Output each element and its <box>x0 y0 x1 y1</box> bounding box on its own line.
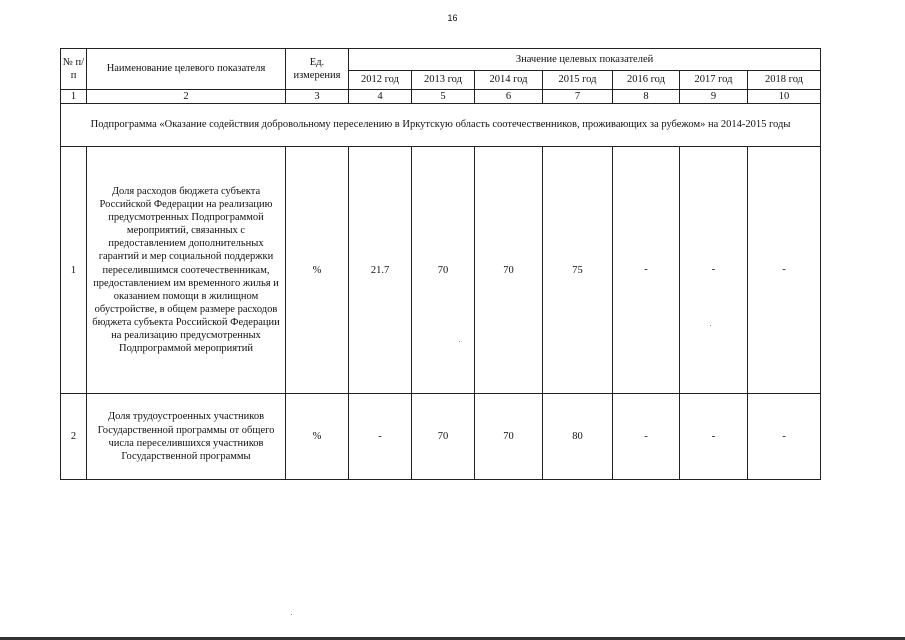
subprogram-title: Подпрограмма «Оказание содействия добровольному переселению в Иркутскую область соотечественников, проживающих за рубежом» на 2014-2015 годы <box>61 104 821 147</box>
scan-speck <box>291 614 292 615</box>
column-number: 9 <box>680 90 748 104</box>
header-year: 2018 год <box>748 71 821 90</box>
row-value: - <box>680 147 748 394</box>
row-unit: % <box>286 147 349 394</box>
column-number: 5 <box>412 90 475 104</box>
row-value: - <box>680 394 748 480</box>
header-year: 2017 год <box>680 71 748 90</box>
row-value: - <box>349 394 412 480</box>
column-number: 8 <box>613 90 680 104</box>
row-value: 70 <box>475 394 543 480</box>
row-num: 1 <box>61 147 87 394</box>
header-year: 2016 год <box>613 71 680 90</box>
subprogram-row <box>61 104 821 147</box>
scan-speck <box>710 325 711 326</box>
row-unit: % <box>286 394 349 480</box>
table-row <box>61 394 821 480</box>
indicators-table <box>60 48 821 480</box>
row-indicator-name: Доля трудоустроенных участников Государственной программы от общего числа переселившихся участников Государственной программы <box>87 394 286 480</box>
header-year: 2015 год <box>543 71 613 90</box>
row-value: 21.7 <box>349 147 412 394</box>
header-num: № п/п <box>61 49 87 90</box>
column-number: 10 <box>748 90 821 104</box>
table-row <box>61 147 821 394</box>
row-value: - <box>748 394 821 480</box>
row-value: - <box>748 147 821 394</box>
column-number: 4 <box>349 90 412 104</box>
column-number: 1 <box>61 90 87 104</box>
header-row-top <box>61 49 821 71</box>
column-number-row <box>61 90 821 104</box>
page-number: 16 <box>447 13 458 23</box>
row-value: 80 <box>543 394 613 480</box>
row-value: 70 <box>475 147 543 394</box>
row-indicator-name: Доля расходов бюджета субъекта Российской Федерации на реализацию предусмотренных Подпрограммой мероприятий, связанных с предоставлением дополнительных гарантий и мер социальной поддержки переселившимся соотечественникам, предоставлением им временного жилья и оказанием помощи в жилищном обустройстве, в общем размере расходов бюджета субъекта Российской Федерации на реализацию предусмотренных Подпрограммой мероприятий <box>87 147 286 394</box>
column-number: 6 <box>475 90 543 104</box>
row-value: - <box>613 147 680 394</box>
row-value: 75 <box>543 147 613 394</box>
scan-speck <box>459 341 460 342</box>
row-value: 70 <box>412 147 475 394</box>
column-number: 7 <box>543 90 613 104</box>
row-value: - <box>613 394 680 480</box>
header-year: 2014 год <box>475 71 543 90</box>
header-unit: Ед. измерения <box>286 49 349 90</box>
column-number: 2 <box>87 90 286 104</box>
header-values-group: Значение целевых показателей <box>349 49 821 71</box>
row-num: 2 <box>61 394 87 480</box>
header-name: Наименование целевого показателя <box>87 49 286 90</box>
header-year: 2012 год <box>349 71 412 90</box>
column-number: 3 <box>286 90 349 104</box>
header-year: 2013 год <box>412 71 475 90</box>
row-value: 70 <box>412 394 475 480</box>
